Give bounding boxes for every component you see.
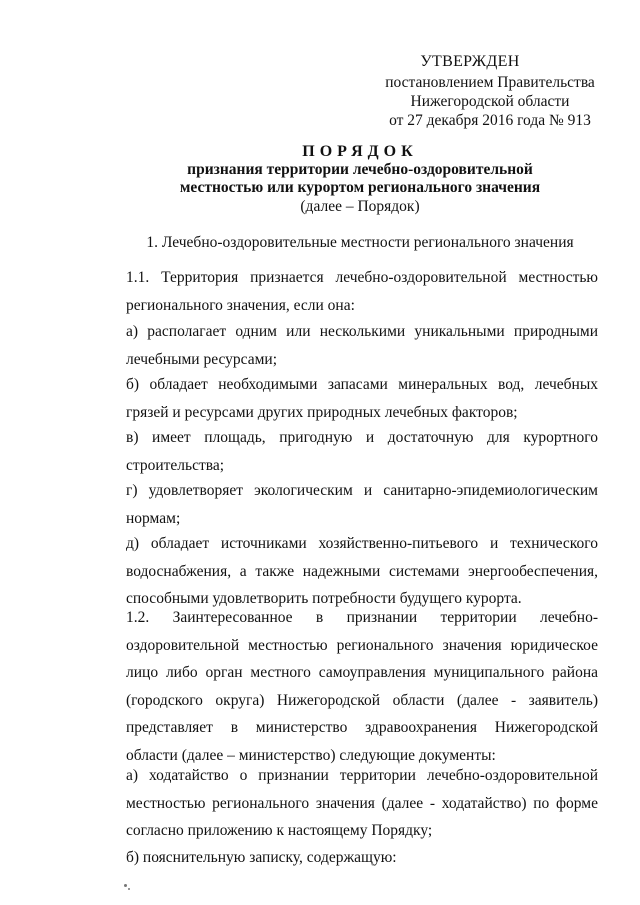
scan-speck	[128, 888, 130, 890]
paragraph-text: а) располагает одним или несколькими уникальными природными лечебными ресурсами;	[126, 323, 598, 368]
paragraph-item-g	[90, 477, 598, 532]
paragraph-item-d	[90, 530, 598, 613]
paragraph-item-a	[90, 318, 598, 373]
paragraph-text: д) обладает источниками хозяйственно-питьевого и технического водоснабжения, а также надежными системами энергообеспечения, способными удовлетворить потребности будущего курорта.	[126, 535, 598, 607]
paragraph-2-item-a	[90, 762, 598, 845]
approval-heading: УТВЕРЖДЕН	[420, 53, 520, 70]
scan-speck	[124, 884, 127, 887]
section-heading: 1. Лечебно-оздоровительные местности регионального значения	[146, 234, 574, 251]
approval-line-3: от 27 декабря 2016 года № 913	[389, 112, 591, 129]
document-title-block	[60, 142, 640, 216]
paragraph-text: 1.1. Территория признается лечебно-оздоровительной местностью регионального значения, если она:	[126, 269, 598, 314]
document-title: ПОРЯДОК	[302, 143, 418, 160]
paragraph-item-v	[90, 424, 598, 479]
approval-line-1: постановлением Правительства	[385, 74, 595, 91]
paragraph-1-2	[90, 604, 598, 769]
approval-stamp	[360, 52, 620, 130]
paragraph-text: г) удовлетворяет экологическим и санитарно-эпидемиологическим нормам;	[126, 482, 598, 527]
approval-line-2: Нижегородской области	[410, 93, 570, 110]
paragraph-text: б) пояснительную записку, содержащую:	[126, 849, 397, 866]
document-subtitle-line-1: признания территории лечебно-оздоровительной	[187, 161, 533, 178]
paragraph-1-1	[90, 264, 598, 319]
paragraph-text: б) обладает необходимыми запасами минеральных вод, лечебных грязей и ресурсами других природных лечебных факторов;	[126, 376, 598, 421]
paragraph-text: 1.2. Заинтересованное в признании территории лечебно-оздоровительной местностью регионального значения юридическое лицо либо орган местного самоуправления муниципального района (городского округа) Нижегородской области (далее - заявитель) представляет в министерство здравоохранения Нижегородской области (далее – министерство) следующие документы:	[126, 609, 598, 764]
document-subtitle-note: (далее – Порядок)	[300, 198, 420, 215]
paragraph-text: а) ходатайство о признании территории лечебно-оздоровительной местностью регионального значения (далее - ходатайство) по форме согласно приложению к настоящему Порядку;	[126, 767, 598, 839]
document-subtitle-line-2: местностью или курортом регионального значения	[179, 179, 541, 196]
paragraph-item-b	[90, 371, 598, 426]
paragraph-text: в) имеет площадь, пригодную и достаточную для курортного строительства;	[126, 429, 598, 474]
paragraph-2-item-b	[90, 844, 598, 872]
